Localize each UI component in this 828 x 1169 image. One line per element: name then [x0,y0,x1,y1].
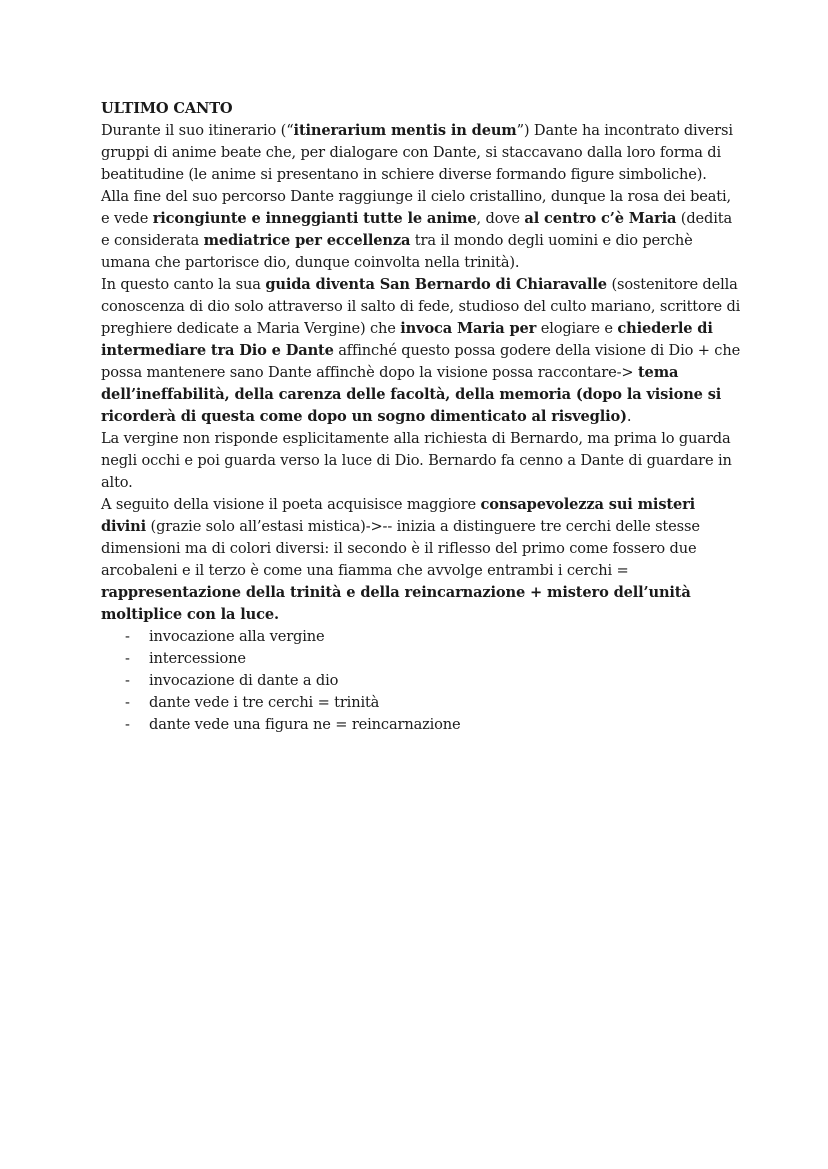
bullet-dash: - [125,694,130,711]
bold-text: invoca Maria per [400,320,537,337]
bullet-dash: - [125,650,130,667]
bullet-dash: - [125,672,130,689]
document-body [101,120,741,626]
text: (grazie solo all’estasi mistica)->-- inizia a distinguere tre cerchi delle stesse dimensioni ma di colori diversi: il secondo è il riflesso del primo come fossero due arcobaleni e il terzo è come una fiamma che avvolge entrambi i cerchi = [101,518,700,579]
list-item [125,692,741,714]
bold-text: itinerarium mentis in deum [293,122,517,139]
bold-text: chiederle di intermediare tra Dio e Dante [101,320,713,359]
list-item [125,648,741,670]
text: (sostenitore della conoscenza di dio solo attraverso il salto di fede, studioso del culto mariano, scrittore di preghiere dedicate a Maria Vergine) che [101,276,741,337]
bold-text: rappresentazione della trinità e della reincarnazione + mistero dell’unità moltiplice con la luce. [101,584,691,623]
list-item-text: dante vede i tre cerchi = trinità [149,694,380,711]
paragraph [101,186,741,274]
bold-text: consapevolezza sui misteri divini [101,496,696,535]
bold-text: ricongiunte e inneggianti tutte le anime [152,210,477,227]
bullet-dash: - [125,628,130,645]
list-item-text: dante vede una figura ne = reincarnazione [149,716,461,733]
text: tra il mondo degli uomini e dio perchè umana che partorisce dio, dunque coinvolta nella trinità). [101,232,693,271]
list-item-text: invocazione di dante a dio [149,672,339,689]
text: La vergine non risponde esplicitamente alla richiesta di Bernardo, ma prima lo guarda negli occhi e poi guarda verso la luce di Dio. Bernardo fa cenno a Dante di guardare in alto. [101,430,732,491]
bold-text: guida diventa San Bernardo di Chiaravalle [265,276,607,293]
list-item-text: invocazione alla vergine [149,628,325,645]
list-item [125,626,741,648]
paragraph [101,120,741,186]
paragraph [101,494,741,626]
list-item [125,670,741,692]
paragraph [101,274,741,428]
text: In questo canto la sua [101,276,266,293]
bold-text: al centro c’è Maria [524,210,677,227]
bold-text: tema dell’ineffabilità, della carenza delle facoltà, della memoria (dopo la visione si ricorderà di questa come dopo un sogno dimenticato al risveglio) [101,364,722,425]
document-page [101,98,741,736]
document-title: ULTIMO CANTO [101,100,233,117]
bold-text: mediatrice per eccellenza [203,232,411,249]
text: elogiare e [536,320,618,337]
text: , dove [476,210,525,227]
paragraph [101,428,741,494]
list-item [125,714,741,736]
bullet-dash: - [125,716,130,733]
summary-list [101,626,741,736]
text: Alla fine del suo percorso Dante raggiunge il cielo cristallino, dunque la rosa dei beati, e vede [101,188,732,227]
text: A seguito della visione il poeta acquisisce maggiore [101,496,481,513]
text: (dedita e considerata [101,210,732,249]
list-item-text: intercessione [149,650,246,667]
text: affinché questo possa godere della visione di Dio + che possa mantenere sano Dante affinchè dopo la visione possa raccontare-> [101,342,741,381]
text: Durante il suo itinerario (“ [101,122,294,139]
text: . [626,408,632,425]
text: ”) Dante ha incontrato diversi gruppi di anime beate che, per dialogare con Dante, si staccavano dalla loro forma di beatitudine (le anime si presentano in schiere diverse formando figure simboliche). [101,122,733,183]
